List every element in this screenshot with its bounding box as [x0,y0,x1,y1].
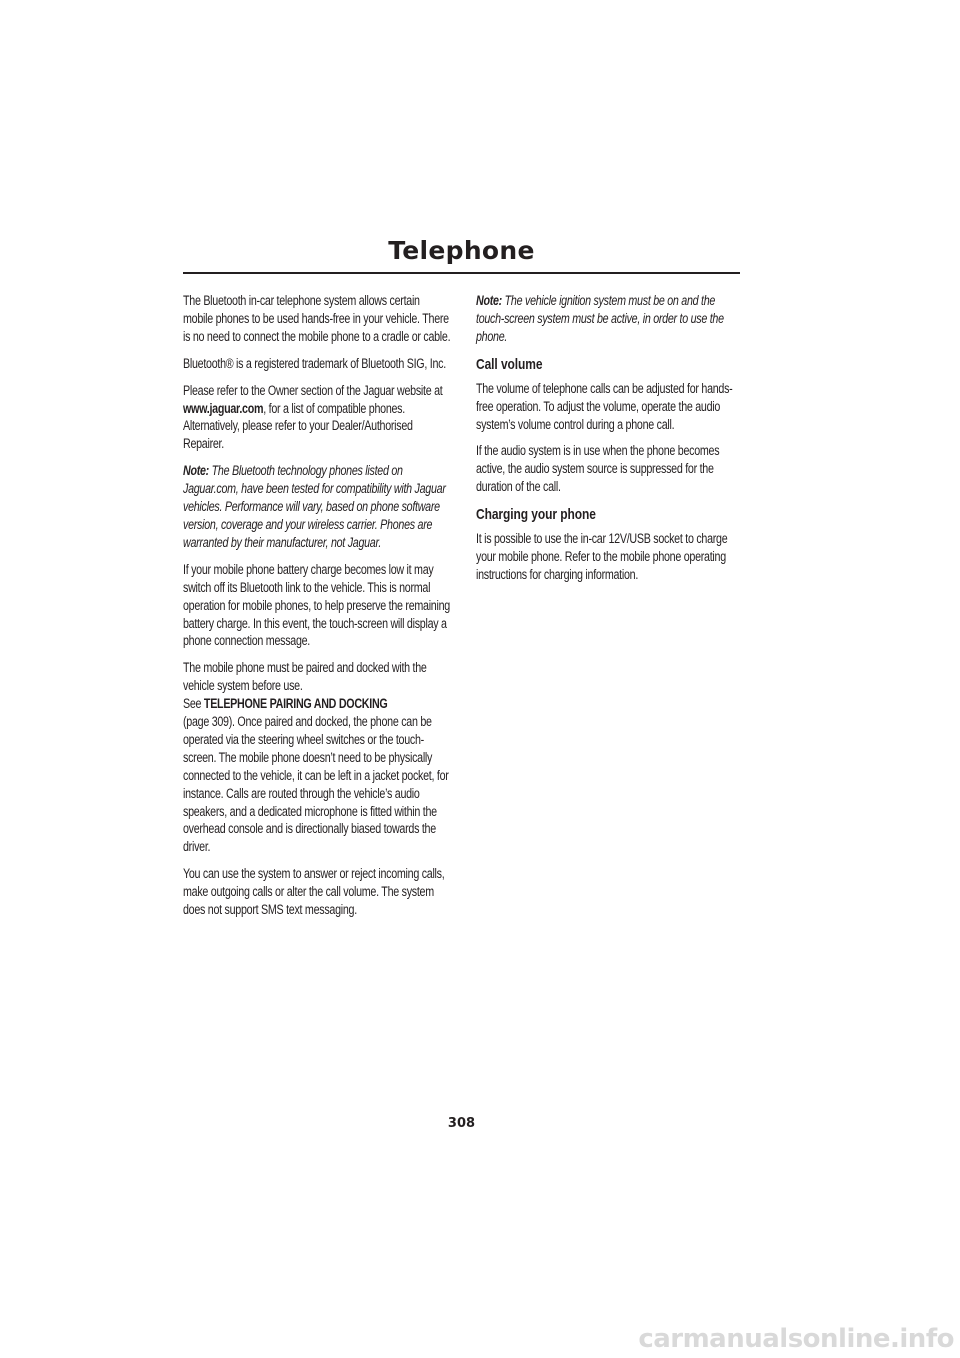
pairing-text-before: The mobile phone must be paired and docked with the vehicle system before use. [183,660,427,694]
note-text: The Bluetooth technology phones listed on Jaguar.com, have been tested for compatibility with Jaguar vehicles. Performance will vary, based on phone software version, coverage and your wireless carrier. Phones are warranted by their manufacturer, not Jaguar. [183,463,446,550]
title-divider [183,272,740,274]
call-volume-paragraph-2: If the audio system is in use when the phone becomes active, the audio system source is suppressed for the duration of the call. [476,443,720,495]
page-number: 308 [447,1116,476,1131]
call-volume-heading: Call volume [476,355,543,373]
usage-paragraph: You can use the system to answer or reject incoming calls, make outgoing calls or alter the call volume. The system does not support SMS text messaging. [183,866,445,918]
charging-heading: Charging your phone [476,506,596,524]
call-volume-paragraph-1: The volume of telephone calls can be adjusted for hands-free operation. To adjust the volume, operate the audio system’s volume control during a phone call. [476,380,733,432]
watermark-logo: carmanualsonline.info [638,1324,954,1354]
pairing-docking-link[interactable]: TELEPHONE PAIRING AND DOCKING [203,696,388,712]
left-column [183,292,451,928]
jaguar-website-link[interactable]: www.jaguar.com [183,400,264,416]
page-title: Telephone [388,236,535,265]
compatibility-paragraph [183,382,451,454]
note-label: Note: [476,293,502,308]
intro-paragraph: The Bluetooth in-car telephone system allows certain mobile phones to be used hands-free in your vehicle. There is no need to connect the mobile phone to a cradle or cable. [183,293,451,344]
charging-paragraph: It is possible to use the in-car 12V/USB socket to charge your mobile phone. Refer to the mobile phone operating instructions for charging information. [476,531,728,582]
battery-paragraph: If your mobile phone battery charge becomes low it may switch off its Bluetooth link to the vehicle. This is normal operation for mobile phones, to help preserve the remaining battery charge. In this event, the touch-screen will display a phone connection message. [183,561,450,649]
compatibility-text-before: Please refer to the Owner section of the Jaguar website at [183,382,443,398]
ignition-note [476,292,744,346]
note-label: Note: [183,463,209,479]
bluetooth-note [183,462,451,552]
pairing-see: See [183,696,204,712]
right-column [476,292,744,593]
pairing-text-after: (page 309). Once paired and docked, the phone can be operated via the steering wheel switches or the touch-screen. The mobile phone doesn’t need to be physically connected to the vehicle, it can be left in a jacket pocket, for instance. Calls are routed through the vehicle’s audio speakers, and a dedicated microphone is fitted within the overhead console and is directionally biased towards the driver. [183,714,449,855]
trademark-paragraph: Bluetooth® is a registered trademark of Bluetooth SIG, Inc. [183,355,446,371]
compatibility-text-after: , for a list of compatible phones. Alternatively, please refer to your Dealer/Authorised Repairer. [183,400,413,452]
pairing-paragraph [183,659,451,856]
note-text: The vehicle ignition system must be on and the touch-screen system must be active, in order to use the phone. [476,293,724,344]
